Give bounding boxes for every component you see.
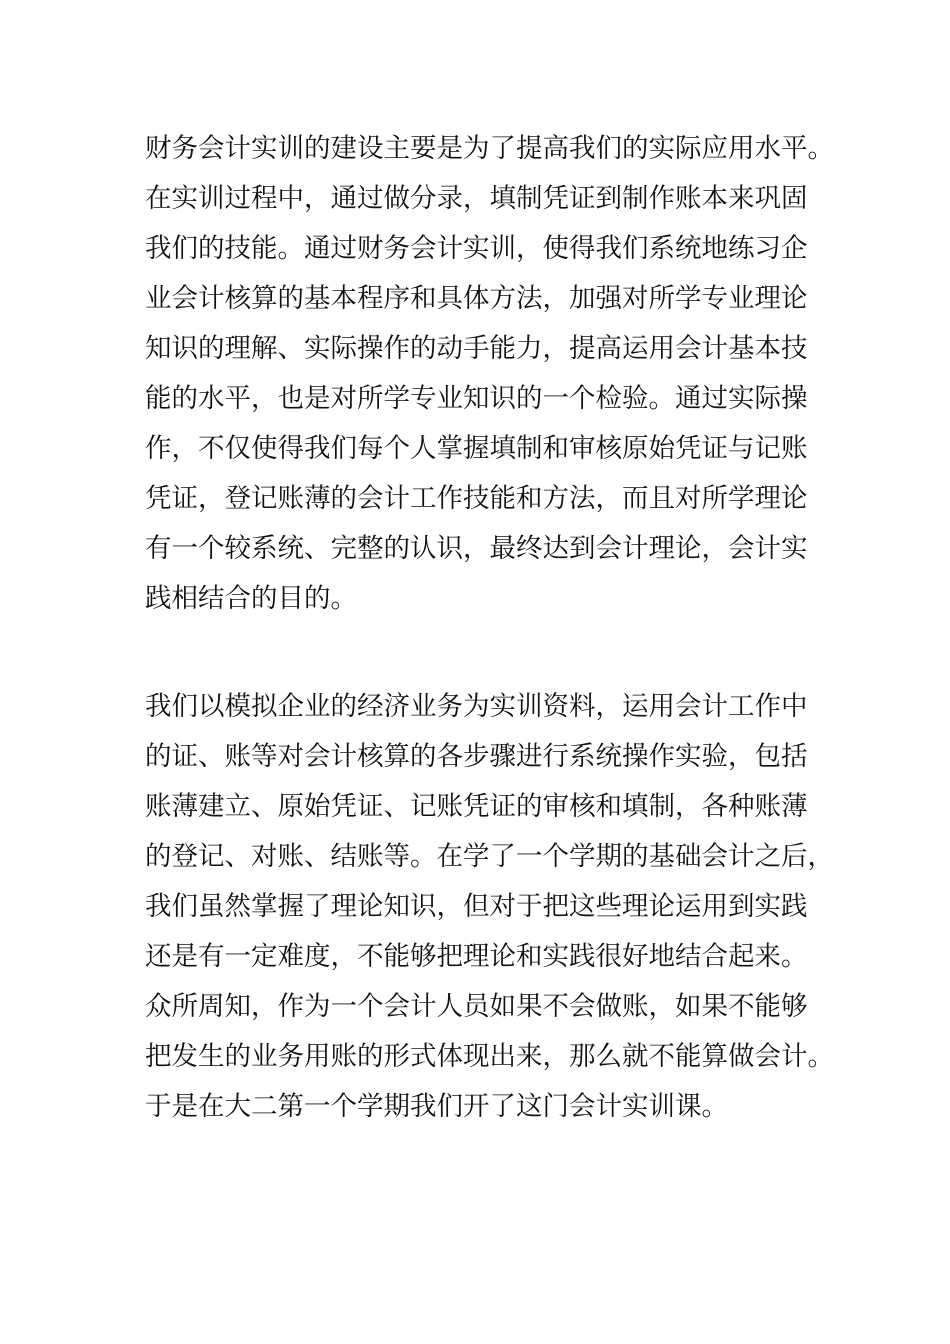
text-line: 我们虽然掌握了理论知识，但对于把这些理论运用到实践 — [145, 891, 808, 922]
text-line: 我们的技能。通过财务会计实训，使得我们系统地练习企 — [145, 233, 808, 264]
text-line: 作，不仅使得我们每个人掌握填制和审核原始凭证与记账 — [145, 433, 808, 464]
text-line: 业会计核算的基本程序和具体方法，加强对所学专业理论 — [145, 283, 808, 314]
text-line: 的证、账等对会计核算的各步骤进行系统操作实验，包括 — [145, 741, 808, 772]
text-line: 把发生的业务用账的形式体现出来，那么就不能算做会计。 — [145, 1041, 834, 1072]
text-line: 我们以模拟企业的经济业务为实训资料，运用会计工作中 — [145, 691, 808, 722]
text-line: 还是有一定难度，不能够把理论和实践很好地结合起来。 — [145, 941, 808, 972]
paragraph-1 — [145, 124, 834, 624]
text-line: 践相结合的目的。 — [145, 583, 357, 614]
text-line: 于是在大二第一个学期我们开了这门会计实训课。 — [145, 1091, 728, 1122]
text-line: 在实训过程中，通过做分录，填制凭证到制作账本来巩固 — [145, 183, 808, 214]
text-line: 知识的理解、实际操作的动手能力，提高运用会计基本技 — [145, 333, 808, 364]
paragraph-2 — [145, 682, 834, 1132]
text-line: 财务会计实训的建设主要是为了提高我们的实际应用水平。 — [145, 133, 834, 164]
text-line: 的登记、对账、结账等。在学了一个学期的基础会计之后， — [145, 841, 834, 872]
text-line: 众所周知，作为一个会计人员如果不会做账，如果不能够 — [145, 991, 808, 1022]
text-line: 有一个较系统、完整的认识，最终达到会计理论，会计实 — [145, 533, 808, 564]
text-line: 凭证，登记账薄的会计工作技能和方法，而且对所学理论 — [145, 483, 808, 514]
text-line: 能的水平，也是对所学专业知识的一个检验。通过实际操 — [145, 383, 808, 414]
text-line: 账薄建立、原始凭证、记账凭证的审核和填制，各种账薄 — [145, 791, 808, 822]
